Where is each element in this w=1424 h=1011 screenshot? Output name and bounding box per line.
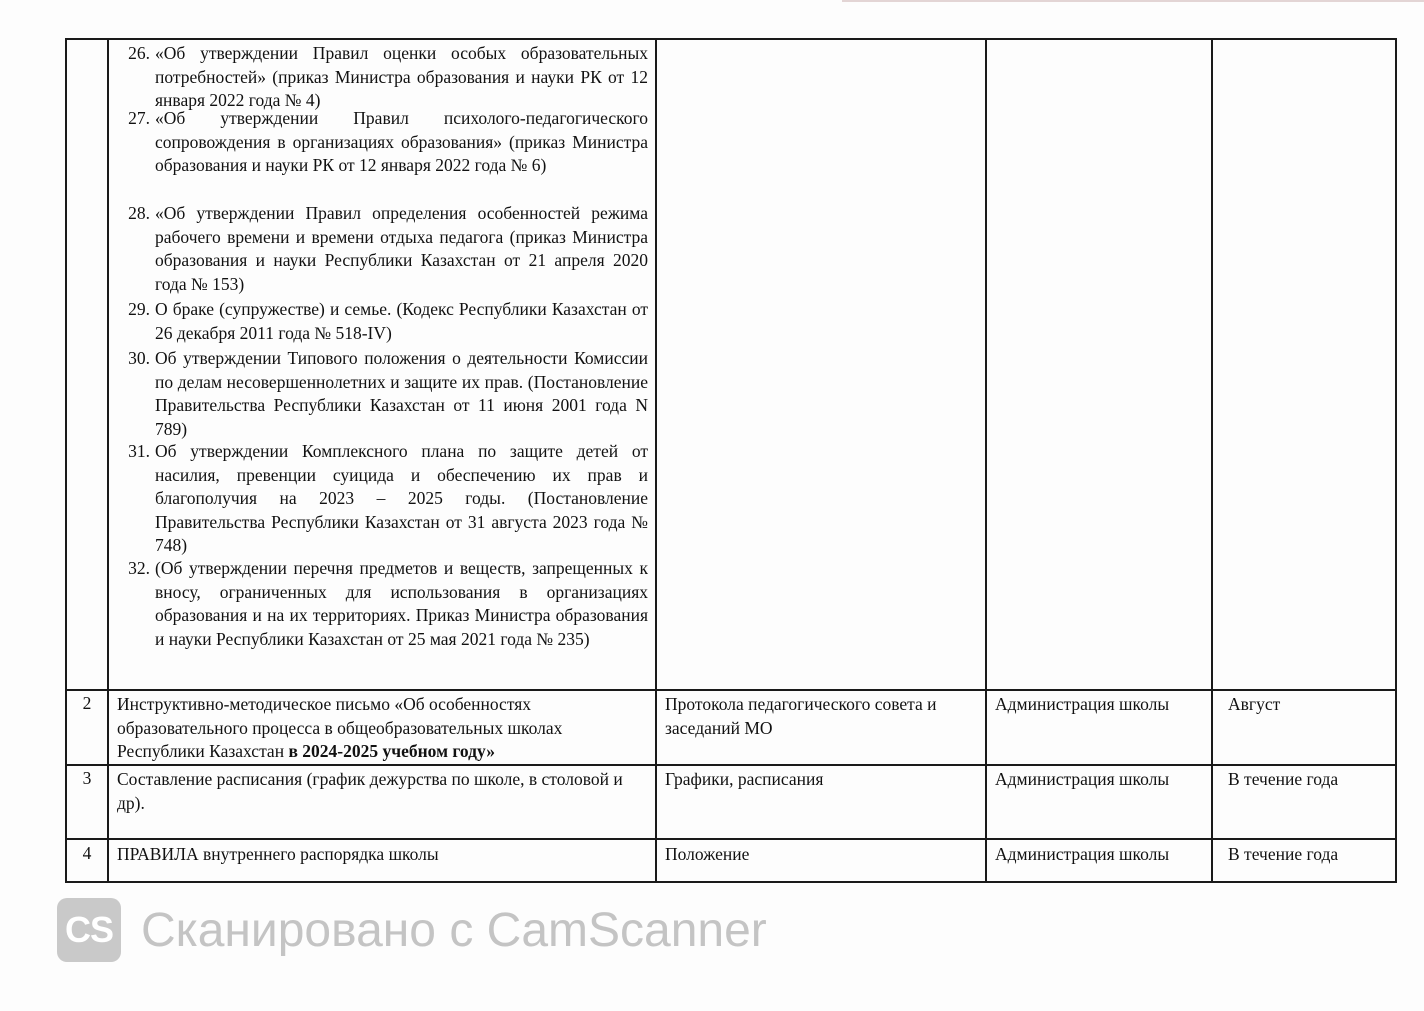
- deadline-cell: Август: [1228, 694, 1281, 714]
- legal-item-text: (Об утверждении перечня предметов и веществ, запрещенных к вносу, ограниченных для использования в организациях образования и на их территориях. Приказ Министра образования и науки Республики Казахстан от 25 мая 2021 года № 235): [155, 558, 648, 649]
- responsible-cell: Администрация школы: [995, 769, 1170, 789]
- legal-item: [110, 347, 648, 441]
- scan-edge-line: [842, 0, 1424, 2]
- legal-item: [110, 557, 648, 651]
- watermark-text: Сканировано с CamScanner: [141, 903, 767, 957]
- form-cell: Положение: [665, 844, 750, 864]
- column-divider: [107, 38, 109, 883]
- legal-item-text: О браке (супружестве) и семье. (Кодекс Республики Казахстан от 26 декабря 2011 года № 518-IV): [155, 299, 648, 343]
- column-divider: [985, 38, 987, 883]
- legal-item: [110, 298, 648, 345]
- row-number: 4: [82, 843, 92, 863]
- legal-item: [110, 107, 648, 178]
- legal-item-number: 30.: [128, 348, 150, 368]
- camscanner-logo-icon: CS: [57, 898, 121, 962]
- deadline-cell: В течение года: [1228, 769, 1339, 789]
- table-top-border: [65, 38, 1397, 40]
- column-divider: [655, 38, 657, 883]
- camscanner-watermark: [57, 897, 767, 963]
- event-text-bold: в 2024-2025 учебном году»: [288, 741, 495, 761]
- legal-item-number: 29.: [128, 299, 150, 319]
- row-divider: [65, 689, 1397, 691]
- legal-item-text: «Об утверждении Правил психолого-педагогического сопровождения в организациях образования» (приказ Министра образования и науки РК от 12 января 2022 года № 6): [155, 108, 648, 175]
- legal-item-number: 32.: [128, 558, 150, 578]
- legal-item-text: «Об утверждении Правил определения особенностей режима рабочего времени и времени отдыха педагога (приказ Министра образования и науки Республики Казахстан от 21 апреля 2020 года № 153): [155, 203, 648, 294]
- legal-item-text: «Об утверждении Правил оценки особых образовательных потребностей» (приказ Министра образования и науки РК от 12 января 2022 года № 4): [155, 43, 648, 110]
- form-cell: Протокола педагогического совета и заседаний МО: [665, 694, 937, 738]
- legal-item: [110, 440, 648, 558]
- responsible-cell: Администрация школы: [995, 844, 1170, 864]
- legal-item-number: 31.: [128, 441, 150, 461]
- form-cell: Графики, расписания: [665, 769, 824, 789]
- row-number: 3: [82, 768, 92, 788]
- row-divider: [65, 838, 1397, 840]
- legal-item-number: 28.: [128, 203, 150, 223]
- legal-item-number: 26.: [128, 43, 150, 63]
- table-bottom-border: [65, 881, 1397, 883]
- table-right-border: [1395, 38, 1397, 883]
- legal-item-number: 27.: [128, 108, 150, 128]
- table-left-border: [65, 38, 67, 883]
- legal-item-text: Об утверждении Типового положения о деятельности Комиссии по делам несовершеннолетних и защите их прав. (Постановление Правительства Республики Казахстан от 11 июня 2001 года N 789): [155, 348, 648, 439]
- event-cell: [117, 693, 649, 764]
- row-divider: [65, 764, 1397, 766]
- legal-item: [110, 42, 648, 113]
- deadline-cell: В течение года: [1228, 844, 1339, 864]
- legal-item-text: Об утверждении Комплексного плана по защите детей от насилия, превенции суицида и обеспечению их прав и благополучия на 2023 – 2025 годы. (Постановление Правительства Республики Казахстан от 31 августа 2023 года № 748): [155, 441, 648, 555]
- legal-item: [110, 202, 648, 296]
- column-divider: [1211, 38, 1213, 883]
- event-cell: Составление расписания (график дежурства по школе, в столовой и др).: [117, 769, 623, 813]
- event-text: Инструктивно-методическое письмо «Об особенностях образовательного процесса в общеобразовательных школах Республики Казахстан: [117, 694, 563, 761]
- event-cell: ПРАВИЛА внутреннего распорядка школы: [117, 844, 439, 864]
- responsible-cell: Администрация школы: [995, 694, 1170, 714]
- row-number: 2: [82, 693, 92, 713]
